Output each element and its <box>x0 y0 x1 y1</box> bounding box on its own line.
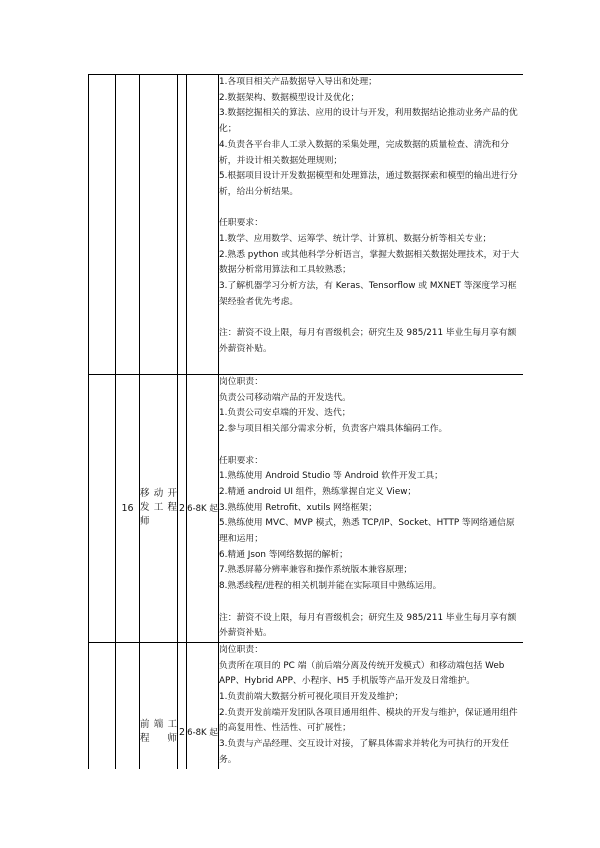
description-line: 2.数据架构、数据模型设计及优化； <box>219 92 360 103</box>
description-line: 3.了解机器学习分析方法，有 Keras、Tensorflow 或 MXNET 等深度学习框架经验者优先考虑。 <box>219 281 517 307</box>
description-line: 注：薪资不设上限，每月有晋级机会；研究生及 985/211 毕业生每月享有额外薪资补贴。 <box>219 328 517 354</box>
table-row <box>89 375 524 643</box>
description-line: 1.各项目相关产品数据导入导出和处理； <box>219 77 377 87</box>
job-table-body <box>89 75 524 770</box>
description-line: 负责公司移动端产品的开发迭代。 <box>219 392 351 403</box>
blank-line <box>219 595 523 611</box>
description-line: 注：薪资不设上限，每月有晋级机会；研究生及 985/211 毕业生每月享有额外薪资补贴。 <box>219 612 517 639</box>
description-line: 2.精通 android UI 组件，熟练掌握自定义 View； <box>219 486 417 497</box>
description-line: 岗位职责： <box>219 644 263 655</box>
cell-count: 2 <box>178 642 187 769</box>
blank-line <box>219 311 523 327</box>
job-table <box>88 74 523 769</box>
cell-count: 2 <box>178 375 187 643</box>
description-line: 6.精通 Json 等网络数据的解析； <box>219 549 348 560</box>
document-page <box>88 74 523 769</box>
description-line: 1.数学、应用数学、运筹学、统计学、计算机、数据分析等相关专业； <box>219 234 492 245</box>
description-line: 任职要求： <box>219 218 263 229</box>
description-line: 负责所在项目的 PC 端（前后端分离及传统开发模式）和移动端包括 Web APP、Hybrid APP、小程序、H5 手机版等产品开发及日常维护。 <box>219 660 505 687</box>
cell-salary: 6-8K 起 <box>187 642 219 769</box>
cell-count <box>178 75 187 375</box>
blank-line <box>219 201 523 217</box>
cell-number <box>116 75 140 375</box>
description-line: 1.熟练使用 Android Studio 等 Android 软件开发工具； <box>219 471 443 482</box>
table-row <box>89 75 524 375</box>
table-row <box>89 642 524 769</box>
description-line: 岗位职责： <box>219 377 263 387</box>
cell-job-title: 移动开发工程师 <box>140 375 178 643</box>
cell-blank <box>89 75 116 375</box>
description-line: 7.熟悉屏幕分辨率兼容和操作系统版本兼容原理； <box>219 565 413 576</box>
description-line: 2.熟悉 python 或其他科学分析语言，掌握大数据相关数据处理技术，对于大数据分析常用算法和工具较熟悉； <box>219 249 519 276</box>
cell-job-title: 前端工程师 <box>140 642 178 769</box>
blank-line <box>219 438 523 454</box>
description-line: 8.熟悉线程/进程的相关机制并能在实际项目中熟练运用。 <box>219 581 442 592</box>
cell-job-title <box>140 75 178 375</box>
description-line: 3.数据挖掘相关的算法、应用的设计与开发，利用数据结论推动业务产品的优化； <box>219 108 518 135</box>
cell-description <box>219 75 524 375</box>
cell-salary <box>187 75 219 375</box>
description-line: 5.熟练使用 MVC、MVP 模式，熟悉 TCP/IP、Socket、HTTP 等网络通信原理和运用； <box>219 518 515 545</box>
description-line: 4.负责各平台非人工录入数据的采集处理，完成数据的质量检查、清洗和分析，并设计相关数据处理规则； <box>219 139 509 166</box>
cell-number: 16 <box>116 375 140 643</box>
description-line: 3.熟练使用 Retrofit、xutils 网络框架； <box>219 502 378 513</box>
description-line: 任职要求： <box>219 455 263 466</box>
description-line: 3.负责与产品经理、交互设计对接，了解具体需求并转化为可执行的开发任务。 <box>219 739 509 765</box>
description-line: 2.参与项目相关部分需求分析，负责客户端具体编码工作。 <box>219 424 448 435</box>
description-line: 2.负责开发前端开发团队各项目通用组件、模块的开发与维护，保证通用组件的高复用性、性活性、可扩展性； <box>219 707 518 734</box>
description-line: 1.负责前端大数据分析可视化项目开发及维护； <box>219 692 404 703</box>
description-line: 1.负责公司安卓端的开发、迭代； <box>219 408 351 419</box>
cell-blank <box>89 642 116 769</box>
cell-blank <box>89 375 116 643</box>
description-line: 5.根据项目设计开发数据模型和处理算法，通过数据探索和模型的输出进行分析，给出分析结果。 <box>219 171 518 197</box>
cell-salary: 6-8K 起 <box>187 375 219 643</box>
cell-description <box>219 375 524 643</box>
cell-number <box>116 642 140 769</box>
cell-description <box>219 642 524 769</box>
